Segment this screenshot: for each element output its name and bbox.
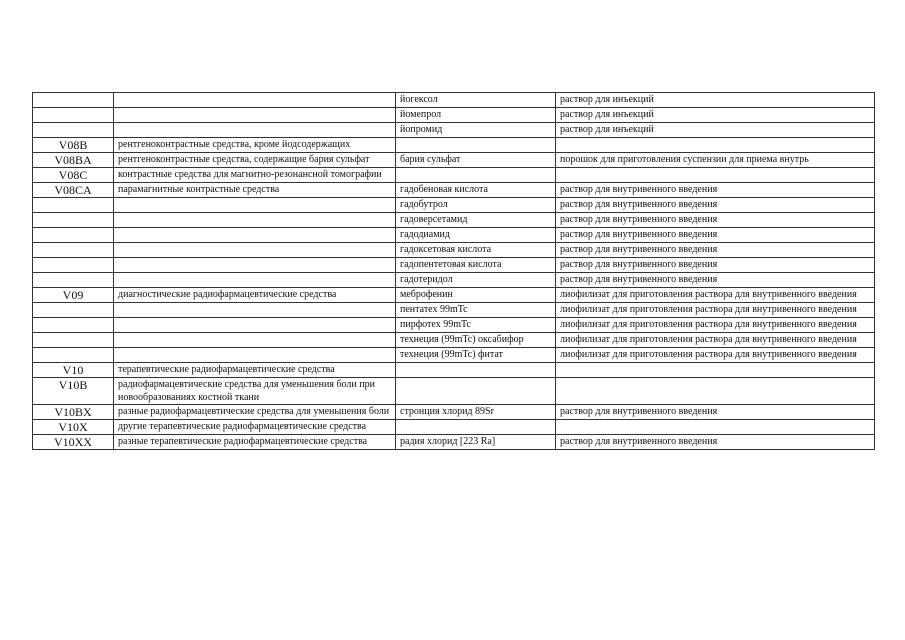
atc-code-cell: V10XX	[33, 435, 114, 450]
drug-name-cell: гадоксетовая кислота	[396, 243, 556, 258]
table-row	[33, 183, 875, 198]
atc-code-cell	[33, 333, 114, 348]
group-name-cell	[114, 123, 396, 138]
group-name-cell: рентгеноконтрастные средства, содержащие бария сульфат	[114, 153, 396, 168]
drug-name-cell: бария сульфат	[396, 153, 556, 168]
table-row	[33, 243, 875, 258]
group-name-cell: контрастные средства для магнитно-резонансной томографии	[114, 168, 396, 183]
group-name-cell	[114, 333, 396, 348]
drug-name-cell: пентатех 99mTc	[396, 303, 556, 318]
dosage-form-cell	[556, 168, 875, 183]
drug-name-cell: пирфотех 99mTc	[396, 318, 556, 333]
dosage-form-cell: раствор для внутривенного введения	[556, 243, 875, 258]
atc-code-cell: V08C	[33, 168, 114, 183]
dosage-form-cell: раствор для внутривенного введения	[556, 183, 875, 198]
dosage-form-cell: раствор для внутривенного введения	[556, 405, 875, 420]
drug-name-cell: радия хлорид [223 Ra]	[396, 435, 556, 450]
dosage-form-cell: лиофилизат для приготовления раствора для внутривенного введения	[556, 333, 875, 348]
drug-name-cell: гадодиамид	[396, 228, 556, 243]
dosage-form-cell	[556, 378, 875, 405]
table-row	[33, 213, 875, 228]
drug-name-cell	[396, 420, 556, 435]
table-row	[33, 333, 875, 348]
atc-code-cell	[33, 348, 114, 363]
atc-code-cell	[33, 243, 114, 258]
drug-name-cell	[396, 138, 556, 153]
table-row	[33, 168, 875, 183]
group-name-cell: разные радиофармацевтические средства для уменьшения боли	[114, 405, 396, 420]
atc-code-cell: V10X	[33, 420, 114, 435]
group-name-cell	[114, 108, 396, 123]
dosage-form-cell	[556, 420, 875, 435]
dosage-form-cell: раствор для внутривенного введения	[556, 258, 875, 273]
group-name-cell: диагностические радиофармацевтические средства	[114, 288, 396, 303]
drug-name-cell: гадоверсетамид	[396, 213, 556, 228]
group-name-cell: парамагнитные контрастные средства	[114, 183, 396, 198]
drug-name-cell: стронция хлорид 89Sr	[396, 405, 556, 420]
table-row	[33, 138, 875, 153]
table-row	[33, 405, 875, 420]
dosage-form-cell	[556, 138, 875, 153]
dosage-form-cell: раствор для инъекций	[556, 93, 875, 108]
dosage-form-cell: раствор для внутривенного введения	[556, 228, 875, 243]
atc-code-cell: V08BA	[33, 153, 114, 168]
dosage-form-cell: лиофилизат для приготовления раствора для внутривенного введения	[556, 318, 875, 333]
atc-code-cell	[33, 198, 114, 213]
atc-code-cell: V10	[33, 363, 114, 378]
drug-name-cell: гадобеновая кислота	[396, 183, 556, 198]
drug-table	[32, 92, 875, 450]
atc-code-cell	[33, 123, 114, 138]
atc-code-cell	[33, 213, 114, 228]
table-row	[33, 435, 875, 450]
dosage-form-cell: раствор для внутривенного введения	[556, 273, 875, 288]
table-row	[33, 288, 875, 303]
atc-code-cell	[33, 273, 114, 288]
dosage-form-cell: раствор для внутривенного введения	[556, 198, 875, 213]
drug-name-cell: йопромид	[396, 123, 556, 138]
group-name-cell	[114, 303, 396, 318]
drug-name-cell: меброфенин	[396, 288, 556, 303]
table-row	[33, 420, 875, 435]
drug-name-cell: технеция (99mTc) фитат	[396, 348, 556, 363]
atc-code-cell	[33, 303, 114, 318]
table-row	[33, 348, 875, 363]
atc-code-cell	[33, 318, 114, 333]
dosage-form-cell: лиофилизат для приготовления раствора для внутривенного введения	[556, 288, 875, 303]
drug-name-cell	[396, 378, 556, 405]
dosage-form-cell: раствор для инъекций	[556, 108, 875, 123]
table-row	[33, 153, 875, 168]
drug-name-cell: йомепрол	[396, 108, 556, 123]
atc-code-cell	[33, 258, 114, 273]
table-row	[33, 228, 875, 243]
atc-code-cell	[33, 93, 114, 108]
atc-code-cell: V09	[33, 288, 114, 303]
group-name-cell	[114, 228, 396, 243]
dosage-form-cell: порошок для приготовления суспензии для приема внутрь	[556, 153, 875, 168]
table-row	[33, 258, 875, 273]
table-row	[33, 123, 875, 138]
atc-code-cell	[33, 108, 114, 123]
group-name-cell	[114, 243, 396, 258]
atc-code-cell: V08CA	[33, 183, 114, 198]
atc-code-cell	[33, 228, 114, 243]
group-name-cell: разные терапевтические радиофармацевтические средства	[114, 435, 396, 450]
group-name-cell	[114, 213, 396, 228]
group-name-cell: рентгеноконтрастные средства, кроме йодсодержащих	[114, 138, 396, 153]
dosage-form-cell	[556, 363, 875, 378]
dosage-form-cell: лиофилизат для приготовления раствора для внутривенного введения	[556, 303, 875, 318]
dosage-form-cell: раствор для инъекций	[556, 123, 875, 138]
drug-name-cell: гадобутрол	[396, 198, 556, 213]
dosage-form-cell: лиофилизат для приготовления раствора для внутривенного введения	[556, 348, 875, 363]
atc-code-cell: V08B	[33, 138, 114, 153]
drug-name-cell: технеция (99mTc) оксабифор	[396, 333, 556, 348]
dosage-form-cell: раствор для внутривенного введения	[556, 435, 875, 450]
drug-name-cell: гадопентетовая кислота	[396, 258, 556, 273]
group-name-cell: терапевтические радиофармацевтические средства	[114, 363, 396, 378]
group-name-cell	[114, 258, 396, 273]
table-row	[33, 378, 875, 405]
table-row	[33, 93, 875, 108]
drug-name-cell: йогексол	[396, 93, 556, 108]
atc-code-cell: V10BX	[33, 405, 114, 420]
dosage-form-cell: раствор для внутривенного введения	[556, 213, 875, 228]
group-name-cell: радиофармацевтические средства для уменьшения боли при новообразованиях костной ткани	[114, 378, 396, 405]
group-name-cell	[114, 198, 396, 213]
table-row	[33, 303, 875, 318]
drug-name-cell	[396, 363, 556, 378]
group-name-cell: другие терапевтические радиофармацевтические средства	[114, 420, 396, 435]
drug-name-cell	[396, 168, 556, 183]
table-row	[33, 198, 875, 213]
group-name-cell	[114, 318, 396, 333]
table-body	[33, 93, 875, 450]
group-name-cell	[114, 93, 396, 108]
table-row	[33, 108, 875, 123]
group-name-cell	[114, 273, 396, 288]
table-row	[33, 273, 875, 288]
table-row	[33, 363, 875, 378]
atc-code-cell: V10B	[33, 378, 114, 405]
table-row	[33, 318, 875, 333]
group-name-cell	[114, 348, 396, 363]
drug-name-cell: гадотеридол	[396, 273, 556, 288]
